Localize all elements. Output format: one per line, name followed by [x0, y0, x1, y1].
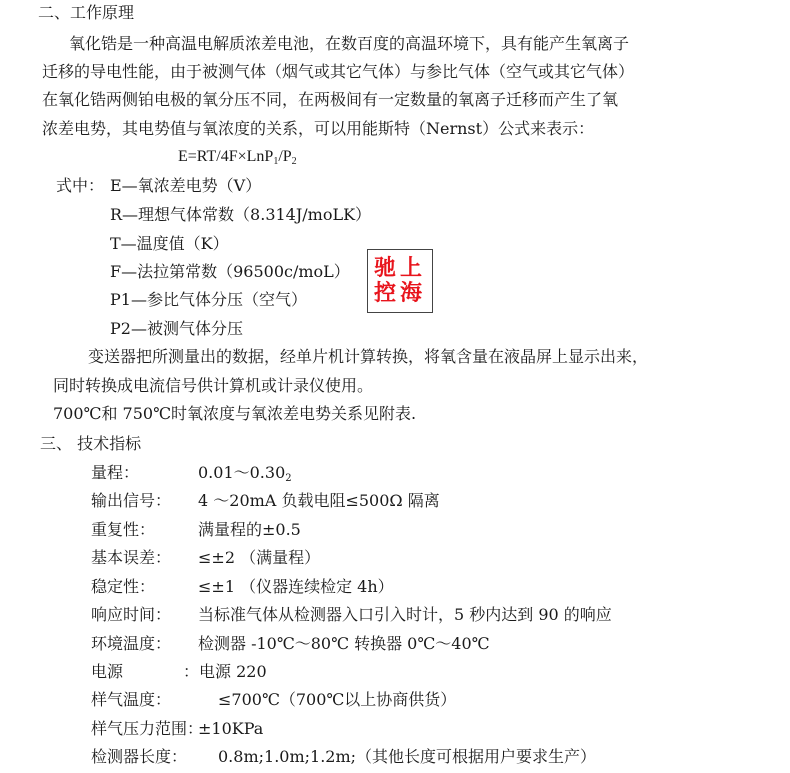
formula-sub-2: 2: [291, 156, 297, 167]
definition-p1: P1—参比气体分压（空气）: [110, 290, 307, 309]
section-3-heading: 三、 技术指标: [40, 434, 142, 453]
spec-value: 0.8m;1.0m;1.2m;（其他长度可根据用户要求生产）: [218, 747, 597, 766]
spec-label: 样气压力范围：: [91, 719, 204, 738]
formula-sub-1: 1: [273, 156, 279, 167]
para1-line-1: 氧化锆是一种高温电解质浓差电池，在数百度的高温环境下，具有能产生氧离子: [69, 34, 630, 53]
definition-r: R—理想气体常数（8.314J/moLK）: [110, 205, 372, 224]
nernst-formula: [178, 146, 297, 173]
formula-main: E=RT/4F×LnP: [178, 148, 274, 165]
spec-value: 4 ～20mA 负载电阻≤500Ω 隔离: [198, 491, 440, 510]
spec-value: 当标准气体从检测器入口引入时计，5 秒内达到 90 的响应: [198, 605, 612, 624]
spec-label: 样气温度：: [91, 690, 172, 709]
para1-line-2: 迁移的导电性能，由于被测气体（烟气或其它气体）与参比气体（空气或其它气体）: [42, 62, 635, 81]
definition-f: F—法拉第常数（96500c/moL）: [110, 262, 350, 281]
stamp-line-1: 驰上: [373, 256, 426, 281]
spec-label: 响应时间：: [91, 605, 172, 624]
spec-value: 满量程的±0.5: [198, 520, 301, 539]
spec-label: 检测器长度：: [91, 747, 188, 766]
stamp-line-2: 控海: [373, 281, 426, 306]
spec-value: ≤700℃（700℃以上协商供货）: [218, 690, 457, 709]
para2-line-2: 同时转换成电流信号供计算机或计录仪使用。: [53, 376, 374, 395]
para1-line-3: 在氧化锆两侧铂电极的氧分压不同，在两极间有一定数量的氧离子迁移而产生了氧: [42, 90, 619, 109]
spec-label: 量程：: [91, 463, 140, 482]
definition-t: T—温度值（K）: [110, 234, 229, 253]
formula-slash: /P: [278, 148, 292, 165]
spec-value: $0.01\sim 0.30_2$: [198, 463, 292, 484]
spec-label: 环境温度：: [91, 634, 172, 653]
spec-value: ≤±2 （满量程）: [198, 548, 321, 567]
para1-line-4: 浓差电势，其电势值与氧浓度的关系，可以用能斯特（Nernst）公式来表示：: [42, 119, 595, 138]
spec-label: 基本误差：: [91, 548, 172, 567]
spec-label: 输出信号：: [91, 491, 172, 510]
spec-label: 重复性：: [91, 520, 156, 539]
spec-value: 检测器 -10℃～80℃ 转换器 0℃～40℃: [198, 634, 490, 653]
definition-p2: P2—被测气体分压: [110, 319, 243, 338]
spec-value: ：电源 220: [183, 662, 267, 681]
spec-label: 电源: [91, 662, 124, 681]
spec-label: 稳定性：: [91, 577, 156, 596]
company-stamp: [367, 249, 433, 313]
spec-value: ≤±1 （仪器连续检定 4h）: [198, 577, 394, 596]
para2-line-1: 变送器把所测量出的数据，经单片机计算转换，将氧含量在液晶屏上显示出来，: [88, 347, 649, 366]
para2-line-3: 700℃和 750℃时氧浓度与氧浓差电势关系见附表.: [53, 404, 417, 423]
section-2-heading: 二、工作原理: [38, 3, 135, 22]
definition-e: E—氧浓差电势（V）: [110, 176, 262, 195]
spec-value: ±10KPa: [198, 719, 264, 738]
where-label: 式中：: [56, 176, 105, 195]
